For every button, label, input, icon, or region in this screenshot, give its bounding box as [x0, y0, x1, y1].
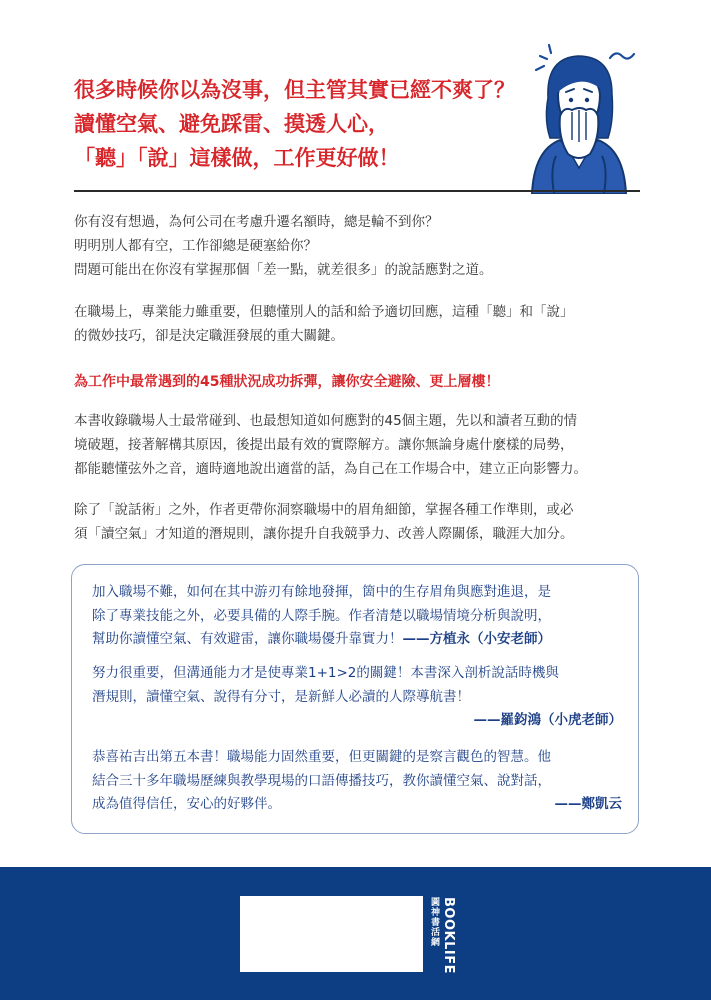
endorsements-box	[71, 564, 639, 834]
endorsement-line: 結合三十多年職場歷練與教學現場的口語傳播技巧，教你讀懂空氣、說對話，	[92, 772, 551, 789]
publisher-logo-chinese: 圓神書活網	[429, 897, 439, 947]
endorsement-3	[92, 746, 622, 817]
intro-paragraph-1	[74, 210, 640, 282]
publisher-logo	[425, 897, 463, 973]
highlight-statement	[74, 370, 640, 394]
intro-paragraph-4	[74, 498, 640, 546]
headline-divider	[74, 190, 640, 192]
endorsement-line-with-signature	[92, 628, 622, 652]
intro-line: 你有沒有想過，為何公司在考慮升遷名額時，總是輪不到你？	[74, 214, 439, 230]
intro-line: 本書收錄職場人士最常碰到、也最想知道如何應對的45個主題，先以和讀者互動的情	[74, 413, 578, 429]
endorsement-line: 幫助你讀懂空氣、有效避雷，讓你職場優升靠實力！	[92, 631, 403, 647]
publisher-logo-english: BOOKLIFE	[441, 897, 456, 974]
intro-line: 問題可能出在你沒有掌握那個「差一點，就差很多」的說話應對之道。	[74, 262, 493, 278]
intro-line: 的微妙技巧，卻是決定職涯發展的重大關鍵。	[74, 328, 344, 344]
intro-line: 境破題，接著解構其原因，後提出最有效的實際解方。讓你無論身處什麼樣的局勢，	[74, 437, 574, 453]
endorsement-signature: ——羅鈞鴻（小虎老師）	[473, 712, 622, 728]
endorsement-line-with-signature	[92, 793, 622, 817]
intro-line: 在職場上，專業能力雖重要，但聽懂別人的話和給予適切回應，這種「聽」和「說」	[74, 304, 574, 320]
intro-line: 都能聽懂弦外之音，適時適地說出適當的話，為自己在工作場合中，建立正向影響力。	[74, 461, 587, 477]
headline-line-1: 很多時候你以為沒事，但主管其實已經不爽了？	[74, 78, 515, 102]
intro-paragraph-2	[74, 300, 640, 348]
headline-line-2: 讀懂空氣、避免踩雷、摸透人心，	[74, 112, 389, 136]
intro-line: 除了「說話術」之外，作者更帶你洞察職場中的眉角細節，掌握各種工作準則，或必	[74, 502, 574, 518]
endorsement-line: 除了專業技能之外，必要具備的人際手腕。作者清楚以職場情境分析與說明，	[92, 607, 551, 624]
endorsement-line: 加入職場不難，如何在其中游刃有餘地發揮，箇中的生存眉角與應對進退，是	[92, 584, 551, 600]
endorsement-line: 成為值得信任，安心的好夥伴。	[92, 796, 281, 812]
highlight-text: 為工作中最常遇到的45種狀況成功拆彈，讓你安全避險、更上層樓！	[74, 374, 500, 390]
endorsement-line: 恭喜祐吉出第五本書！職場能力固然重要，但更關鍵的是察言觀色的智慧。他	[92, 749, 551, 765]
headline	[74, 73, 544, 175]
endorsement-signature: ——鄭凱云	[554, 796, 622, 812]
intro-paragraph-3	[74, 409, 640, 481]
footer-band	[0, 867, 711, 1000]
barcode-area	[240, 896, 423, 972]
intro-line: 明明別人都有空，工作卻總是硬塞給你？	[74, 238, 317, 254]
endorsement-1	[92, 581, 622, 652]
endorsement-2	[92, 662, 622, 733]
endorsement-line: 努力很重要，但溝通能力才是使專業1+1>2的關鍵！本書深入剖析說話時機與	[92, 665, 559, 681]
worried-woman-illustration	[520, 28, 638, 194]
headline-line-3: 「聽」「說」這樣做，工作更好做！	[74, 146, 400, 170]
endorsement-line: 潛規則，讀懂空氣、說得有分寸，是新鮮人必讀的人際導航書！	[92, 688, 470, 705]
intro-line: 須「讀空氣」才知道的潛規則，讓你提升自我競爭力、改善人際關係，職涯大加分。	[74, 526, 574, 542]
endorsement-signature: ——方植永（小安老師）	[402, 631, 551, 647]
